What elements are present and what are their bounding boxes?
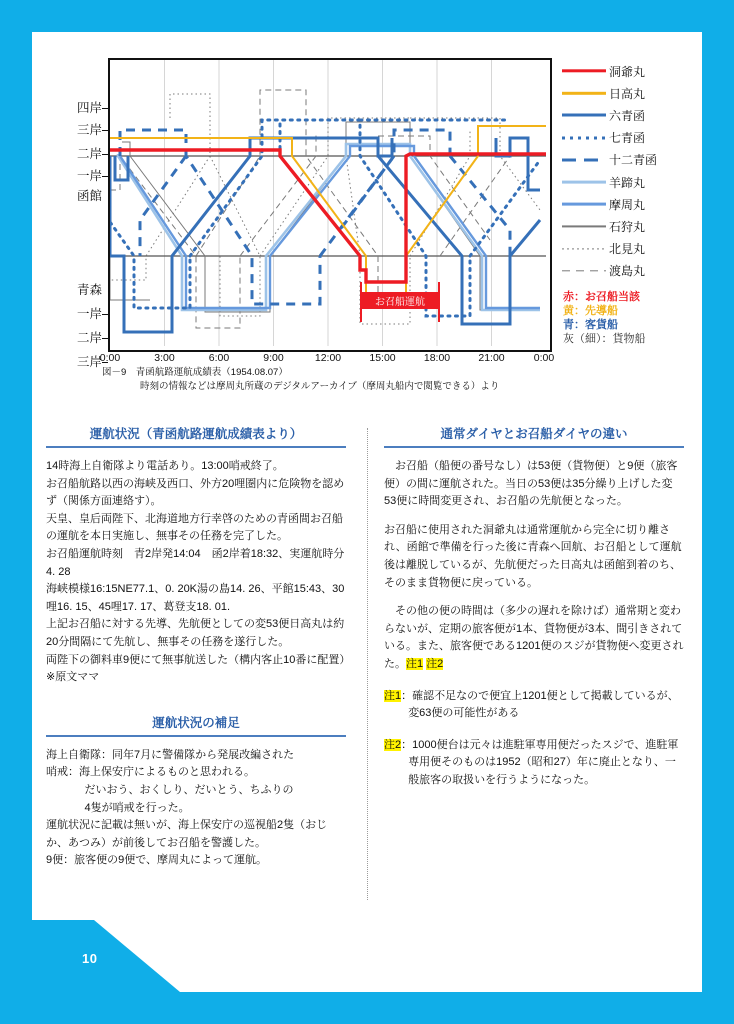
legend-item-juni-seikan (562, 149, 692, 171)
page-corner-decoration (32, 920, 212, 992)
note-ref-1[interactable]: 注1 (406, 657, 424, 670)
legend-swatch-solid-gray (562, 220, 606, 232)
x-axis-tick-2: 6:00 (208, 352, 230, 364)
legend-swatch-dashed-blue (562, 154, 606, 166)
y-axis-label-top-0: 四岸 (76, 101, 102, 115)
y-axis-label-bottom-2: 二岸 (76, 331, 102, 345)
y-axis-label-hakodate: 函館 (76, 189, 102, 203)
left-column (46, 424, 351, 870)
paragraph (384, 737, 684, 790)
legend-item-oshimamaru (562, 260, 692, 282)
paragraph (384, 688, 684, 723)
legend-item-mashumaru (562, 193, 692, 215)
paragraph (384, 603, 684, 673)
legend-label: 石狩丸 (609, 219, 646, 234)
paragraph: 運航状況に記載は無いが、海上保安庁の巡視船2隻（おじか、あつみ）が前後してお召船を警護した。 (46, 819, 328, 849)
legend-item-hidakamaru (562, 82, 692, 104)
right-column (384, 424, 684, 790)
legend-swatch-solid-midblue (562, 198, 606, 210)
figure-caption-line1: 図－9 青函航路運航成績表（1954.08.07） (102, 367, 288, 378)
legend-label: 洞爺丸 (609, 64, 646, 79)
x-axis-tick-1: 3:00 (154, 352, 175, 364)
footnote-label-2: 注2 (384, 738, 402, 751)
legend-note-yellow: 黄：先導船 (563, 304, 618, 317)
paragraph: 天皇、皇后両陛下、北海道地方行幸啓のための青函間お召船の運航を本日実施し、無事その任務を完了した。 (46, 512, 343, 543)
legend-note-red: 赤：お召船当該 (563, 290, 640, 303)
legend-label: 摩周丸 (609, 197, 646, 212)
legend-item-ishikarimaru (562, 215, 692, 237)
y-axis-label-top-1: 三岸 (76, 123, 102, 137)
x-axis-tick-3: 9:00 (263, 352, 284, 364)
paragraph: ※原文ママ (46, 671, 100, 684)
legend-note-gray: 灰（細）：貨物船 (563, 332, 646, 345)
legend-label: 渡島丸 (609, 264, 646, 279)
paragraph: 両陛下の御料車9便にて無事航送した（構内客止10番に配置） (46, 653, 351, 666)
x-axis-tick-5: 15:00 (369, 352, 396, 364)
page-number: 10 (82, 951, 98, 966)
legend-label: 六青函 (609, 108, 646, 123)
y-axis-label-top-2: 二岸 (76, 147, 102, 161)
legend-item-kitamimaru (562, 238, 692, 260)
x-axis-tick-6: 18:00 (423, 352, 451, 364)
x-axis-tick-4: 12:00 (314, 352, 342, 364)
x-axis-tick-7: 21:00 (478, 352, 505, 364)
paragraph: 9便：旅客便の9便で、摩周丸によって運航。 (46, 854, 268, 867)
y-axis-label-bottom-3: 三岸 (76, 355, 102, 369)
legend-swatch-solid-yellow (562, 87, 606, 99)
section-rule (384, 446, 684, 448)
footnote-text-1: ：確認不足なので便宜上1201便として掲載しているが、変63便の可能性がある (401, 689, 679, 720)
note-ref-2[interactable]: 注2 (426, 657, 444, 670)
paragraph-text: その他の便の時間は（多少の遅れを除けば）通常期と変わらないが、定期の旅客便が1本、貨物便が3本、間引きされている。また、旅客便である1201便のスジが貨物便へ変更された。 (384, 605, 684, 670)
legend-item-roku-seikan (562, 104, 692, 126)
paragraph: だいおう、おくしり、だいとう、ちふりの (84, 783, 294, 796)
paragraph: 海峡模様16:15NE77.1、0. 20K湯の島14. 26、平館15:43、30哩16. 15、45哩17. 17、葛登支18. 01. (46, 583, 345, 613)
legend-label: 羊蹄丸 (609, 175, 646, 190)
footnote-text-2: ：1000便台は元々は進駐軍専用便だったスジで、進駐軍専用便そのものは1952（昭和27）年に廃止となり、一般旅客の取扱いを行うようになった。 (401, 738, 679, 786)
x-axis-tick-0: 0:00 (99, 352, 121, 364)
paragraph: 海上自衛隊：同年7月に警備隊から発展改編された (46, 748, 295, 761)
footnote-label-1: 注1 (384, 689, 402, 702)
footnote-1 (384, 688, 684, 723)
paragraph: 上記お召船に対する先導、先航便としての変53便日高丸は約20分間隔にて先航し、無事その任務を遂行した。 (46, 618, 345, 648)
section-rule (46, 446, 346, 448)
section-title-unkou-joukyou: 運航状況（青函航路運航成績表より） (89, 427, 303, 441)
paragraph: 哨戒：海上保安庁によるものと思われる。 (46, 766, 255, 779)
legend-label: 十二青函 (609, 153, 658, 168)
column-divider (367, 428, 368, 900)
paragraph: お召船（船便の番号なし）は53便（貨物便）と9便（旅客便）の間に運航された。当日の53便は35分繰り上げした変53便に時間変更され、お召船の先航便となった。 (384, 460, 678, 508)
paragraph: 4隻が哨戒を行った。 (84, 801, 190, 814)
x-axis-tick-8: 0:00 (533, 352, 555, 364)
section-body-hosoku (46, 747, 346, 870)
chart-legend (562, 60, 692, 346)
legend-item-yoteimaru (562, 171, 692, 193)
legend-label: 七青函 (609, 131, 646, 146)
legend-swatch-dotted-blue (562, 132, 606, 144)
legend-swatch-dotted-gray (562, 243, 606, 255)
legend-item-nana-seikan (562, 127, 692, 149)
y-axis-label-top-3: 一岸 (76, 169, 102, 183)
y-axis-label-bottom-1: 一岸 (76, 307, 102, 321)
oshoufune-operation-banner: お召船運航 (360, 292, 440, 309)
legend-note-blue: 青：客貨船 (563, 318, 618, 331)
y-axis-label-aomori: 青森 (76, 283, 102, 297)
paragraph: お召船航路以西の海峡及西口、外方20哩圏内に危険物を認めず（関係方面連絡す）。 (46, 477, 345, 508)
figure-caption (102, 366, 499, 394)
chart-figure (42, 44, 692, 404)
legend-item-toyamaru (562, 60, 692, 82)
section-body-unkou-joukyou (46, 458, 351, 687)
section-body-diagram-difference (384, 458, 684, 674)
section-rule (46, 735, 346, 737)
section-title-diagram-difference: 通常ダイヤとお召船ダイヤの違い (440, 427, 628, 441)
legend-swatch-dashed-gray (562, 265, 606, 277)
paragraph: お召船に使用された洞爺丸は通常運航から完全に切り離され、函館で準備を行った後に青森へ回航、お召船として運航後は離脱しているが、先航便だった日高丸は函館到着のち、そのまま貨物便に戻っている。 (384, 523, 682, 589)
section-title-hosoku: 運航状況の補足 (152, 715, 240, 730)
legend-label: 北見丸 (609, 242, 646, 257)
legend-swatch-solid-blue (562, 109, 606, 121)
paragraph: 14時海上自衛隊より電話あり。13:00哨戒終了。 (46, 460, 284, 472)
legend-label: 日高丸 (609, 86, 646, 101)
paragraph: お召船運航時刻 青2岸発14:04 函2岸着18:32、実運航時分4. 28 (46, 547, 345, 578)
legend-swatch-solid-lightblue (562, 176, 606, 188)
footnote-2 (384, 737, 684, 790)
x-axis (99, 44, 555, 384)
legend-swatch-solid-red (562, 65, 606, 77)
figure-caption-line2: 時刻の情報などは摩周丸所蔵のデジタルアーカイブ（摩周丸船内で閲覧できる）より (140, 381, 500, 392)
page-sheet (32, 32, 702, 992)
